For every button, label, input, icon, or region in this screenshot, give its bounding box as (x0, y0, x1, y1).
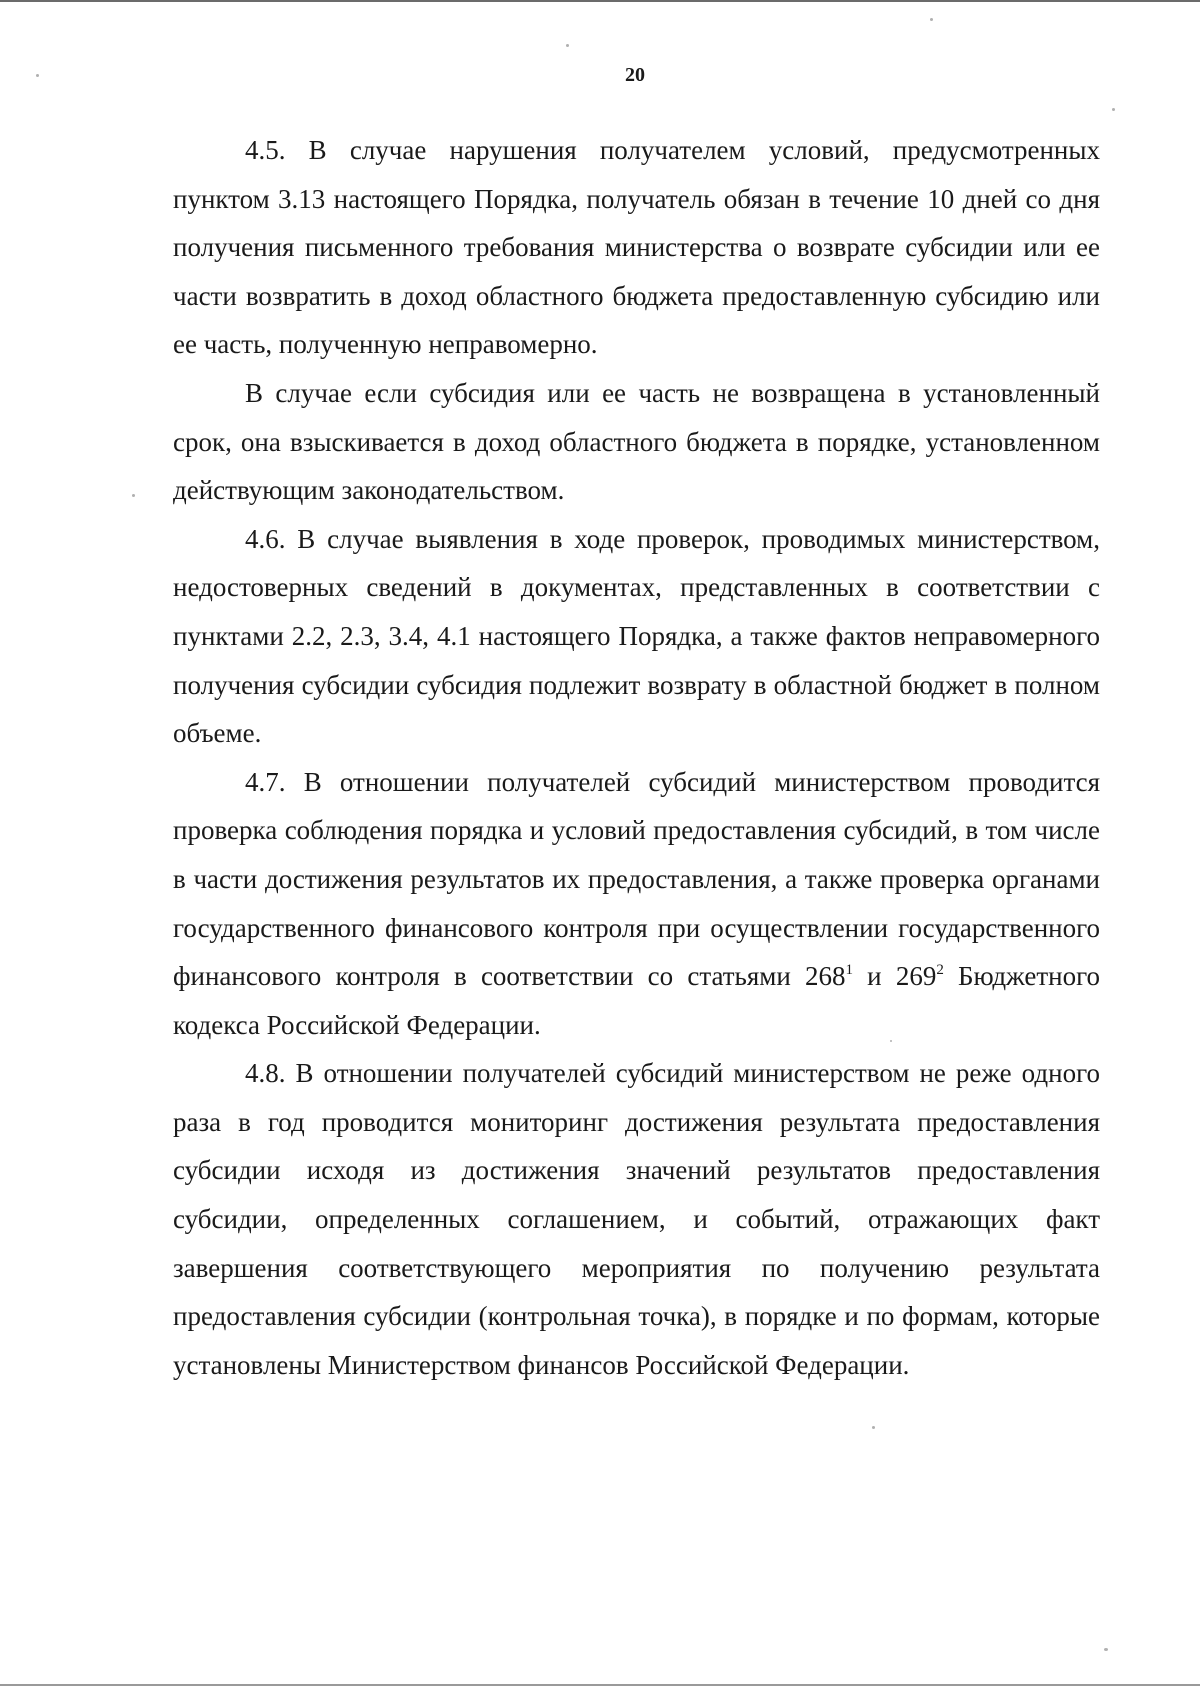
scan-speck (1104, 1648, 1108, 1651)
paragraph-4-5: 4.5. В случае нарушения получателем условий, предусмотренных пунктом 3.13 настоящего Порядка, получатель обязан в течение 10 дней со дня получения письменного требования министерства о возврате субсидии или ее части возвратить в доход областного бюджета предоставленную субсидию или ее часть, полученную неправомерно. (173, 135, 1100, 360)
scan-speck (872, 1426, 875, 1429)
scan-speck (930, 18, 933, 21)
scan-edge-top (0, 0, 1200, 2)
scan-speck (890, 1040, 892, 1042)
page-number: 20 (625, 64, 645, 86)
paragraph-4-6: 4.6. В случае выявления в ходе проверок, проводимых министерством, недостоверных сведений в документах, представленных в соответствии с пунктами 2.2, 2.3, 3.4, 4.1 настоящего Порядка, а также фактов неправомерного получения субсидии субсидия подлежит возврату в областной бюджет в полном объеме. (173, 523, 1100, 749)
scan-speck (566, 44, 569, 47)
paragraph-4-7-text-c: Бюджетного кодекса Российской Федерации. (173, 961, 1100, 1040)
document-body (173, 126, 1100, 1389)
scan-speck (1112, 108, 1115, 111)
scan-speck (132, 494, 135, 497)
scan-edge-bottom (0, 1684, 1200, 1686)
paragraph-4-5-continuation: В случае если субсидия или ее часть не возвращена в установленный срок, она взыскивается в доход областного бюджета в порядке, установленном действующим законодательством. (173, 377, 1100, 506)
paragraph-4-7-text-a: 4.7. В отношении получателей субсидий министерством проводится проверка соблюдения порядка и условий предоставления субсидий, в том числе в части достижения результатов их предоставления, а также проверка органами государственного финансового контроля при осуществлении государственного финансового контроля в соответствии со статьями 268 (173, 766, 1100, 992)
superscript-2: 2 (936, 962, 944, 979)
paragraph-4-7 (173, 758, 1100, 1050)
paragraph-4-7-text-b: и 269 (853, 961, 937, 992)
superscript-1: 1 (845, 962, 853, 979)
paragraph-4-8: 4.8. В отношении получателей субсидий министерством не реже одного раза в год проводится мониторинг достижения результата предоставления субсидии исходя из достижения значений результатов предоставления субсидии, определенных соглашением, и событий, отражающих факт завершения соответствующего мероприятия по получению результата предоставления субсидии (контрольная точка), в порядке и по формам, которые установлены Министерством финансов Российской Федерации. (173, 1058, 1100, 1380)
scan-speck (36, 74, 39, 77)
